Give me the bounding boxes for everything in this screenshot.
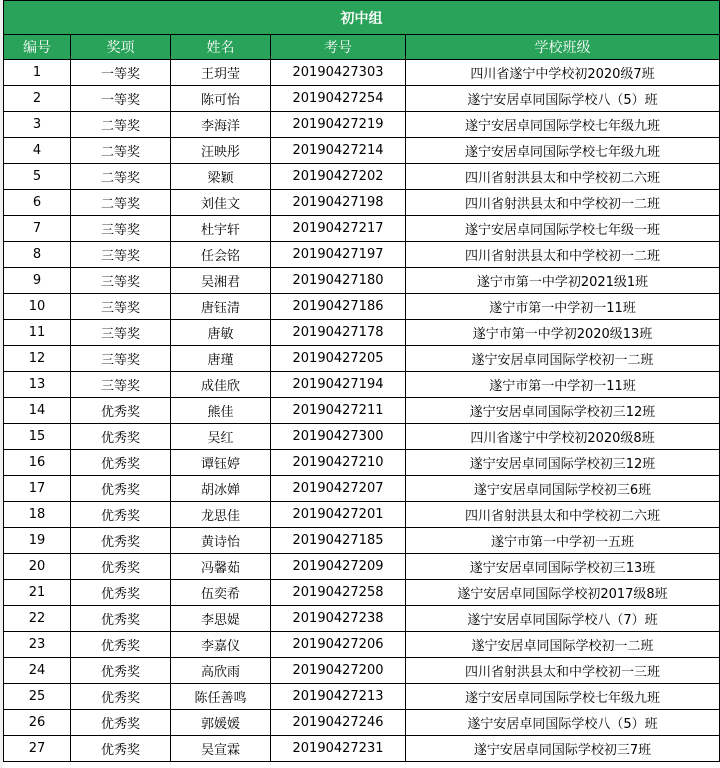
cell-name[interactable]: 黄诗怡 (171, 528, 271, 554)
cell-id[interactable]: 15 (4, 424, 71, 450)
cell-exam[interactable]: 20190427254 (271, 86, 406, 112)
cell-name[interactable]: 胡冰婵 (171, 476, 271, 502)
cell-school[interactable]: 遂宁市第一中学初一11班 (406, 294, 720, 320)
cell-award[interactable]: 优秀奖 (71, 450, 171, 476)
cell-exam[interactable]: 20190427185 (271, 528, 406, 554)
cell-id[interactable]: 6 (4, 190, 71, 216)
cell-award[interactable]: 优秀奖 (71, 606, 171, 632)
cell-award[interactable]: 优秀奖 (71, 502, 171, 528)
cell-id[interactable]: 11 (4, 320, 71, 346)
cell-id[interactable]: 4 (4, 138, 71, 164)
cell-id[interactable]: 21 (4, 580, 71, 606)
table-row[interactable] (4, 164, 720, 190)
cell-exam[interactable]: 20190427303 (271, 60, 406, 86)
cell-school[interactable]: 遂宁安居卓同国际学校初三12班 (406, 450, 720, 476)
table-row[interactable] (4, 684, 720, 710)
cell-name[interactable]: 冯馨茹 (171, 554, 271, 580)
cell-award[interactable]: 三等奖 (71, 320, 171, 346)
cell-exam[interactable]: 20190427214 (271, 138, 406, 164)
cell-school[interactable]: 遂宁安居卓同国际学校七年级九班 (406, 138, 720, 164)
table-row[interactable] (4, 86, 720, 112)
cell-name[interactable]: 陈可怡 (171, 86, 271, 112)
cell-name[interactable]: 唐钰清 (171, 294, 271, 320)
column-header-award: 奖项 (71, 35, 171, 60)
cell-award[interactable]: 优秀奖 (71, 554, 171, 580)
cell-name[interactable]: 成佳欣 (171, 372, 271, 398)
cell-exam[interactable]: 20190427238 (271, 606, 406, 632)
cell-id[interactable]: 20 (4, 554, 71, 580)
cell-id[interactable]: 14 (4, 398, 71, 424)
title-row (4, 1, 720, 35)
table-row[interactable] (4, 476, 720, 502)
cell-exam[interactable]: 20190427198 (271, 190, 406, 216)
cell-school[interactable]: 遂宁安居卓同国际学校初三12班 (406, 398, 720, 424)
cell-id[interactable]: 19 (4, 528, 71, 554)
cell-award[interactable]: 二等奖 (71, 112, 171, 138)
table-row[interactable] (4, 346, 720, 372)
cell-name[interactable]: 龙思佳 (171, 502, 271, 528)
cell-exam[interactable]: 20190427217 (271, 216, 406, 242)
cell-exam[interactable]: 20190427180 (271, 268, 406, 294)
cell-school[interactable]: 遂宁安居卓同国际学校八（5）班 (406, 710, 720, 736)
cell-id[interactable]: 9 (4, 268, 71, 294)
cell-id[interactable]: 26 (4, 710, 71, 736)
cell-name[interactable]: 李思媞 (171, 606, 271, 632)
column-header-exam-number: 考号 (271, 35, 406, 60)
cell-name[interactable]: 谭钰婷 (171, 450, 271, 476)
cell-school[interactable]: 四川省射洪县太和中学校初一二班 (406, 190, 720, 216)
cell-exam[interactable]: 20190427201 (271, 502, 406, 528)
cell-id[interactable]: 5 (4, 164, 71, 190)
cell-id[interactable]: 17 (4, 476, 71, 502)
cell-award[interactable]: 优秀奖 (71, 710, 171, 736)
table-row[interactable] (4, 138, 720, 164)
cell-exam[interactable]: 20190427231 (271, 736, 406, 762)
cell-name[interactable]: 李嘉仪 (171, 632, 271, 658)
cell-name[interactable]: 唐瑾 (171, 346, 271, 372)
cell-exam[interactable]: 20190427300 (271, 424, 406, 450)
cell-exam[interactable]: 20190427219 (271, 112, 406, 138)
cell-exam[interactable]: 20190427209 (271, 554, 406, 580)
cell-name[interactable]: 任会铭 (171, 242, 271, 268)
cell-name[interactable]: 汪映彤 (171, 138, 271, 164)
table-row[interactable] (4, 580, 720, 606)
cell-exam[interactable]: 20190427200 (271, 658, 406, 684)
table-row[interactable] (4, 658, 720, 684)
table-row[interactable] (4, 606, 720, 632)
column-header-name: 姓名 (171, 35, 271, 60)
cell-school[interactable]: 遂宁市第一中学初2021级1班 (406, 268, 720, 294)
cell-school[interactable]: 遂宁安居卓同国际学校初三7班 (406, 736, 720, 762)
cell-award[interactable]: 优秀奖 (71, 736, 171, 762)
cell-school[interactable]: 四川省射洪县太和中学校初二六班 (406, 502, 720, 528)
cell-name[interactable]: 吴红 (171, 424, 271, 450)
award-table (3, 0, 720, 762)
cell-id[interactable]: 2 (4, 86, 71, 112)
cell-id[interactable]: 27 (4, 736, 71, 762)
table-row[interactable] (4, 216, 720, 242)
cell-exam[interactable]: 20190427186 (271, 294, 406, 320)
table-row[interactable] (4, 450, 720, 476)
table-row[interactable] (4, 632, 720, 658)
table-title: 初中组 (4, 1, 720, 35)
cell-exam[interactable]: 20190427197 (271, 242, 406, 268)
cell-school[interactable]: 遂宁安居卓同国际学校七年级九班 (406, 684, 720, 710)
cell-school[interactable]: 遂宁安居卓同国际学校初2017级8班 (406, 580, 720, 606)
cell-id[interactable]: 24 (4, 658, 71, 684)
cell-exam[interactable]: 20190427202 (271, 164, 406, 190)
table-row[interactable] (4, 190, 720, 216)
cell-id[interactable]: 8 (4, 242, 71, 268)
cell-name[interactable]: 郭媛媛 (171, 710, 271, 736)
cell-school[interactable]: 遂宁安居卓同国际学校初一二班 (406, 632, 720, 658)
cell-school[interactable]: 四川省遂宁中学校初2020级8班 (406, 424, 720, 450)
table-row[interactable] (4, 424, 720, 450)
cell-award[interactable]: 一等奖 (71, 86, 171, 112)
table-row[interactable] (4, 372, 720, 398)
cell-id[interactable]: 10 (4, 294, 71, 320)
table-row[interactable] (4, 294, 720, 320)
cell-award[interactable]: 三等奖 (71, 242, 171, 268)
cell-id[interactable]: 16 (4, 450, 71, 476)
table-row[interactable] (4, 554, 720, 580)
table-row[interactable] (4, 528, 720, 554)
cell-school[interactable]: 遂宁市第一中学初一11班 (406, 372, 720, 398)
cell-exam[interactable]: 20190427194 (271, 372, 406, 398)
cell-school[interactable]: 遂宁安居卓同国际学校八（5）班 (406, 86, 720, 112)
cell-name[interactable]: 吴宣霖 (171, 736, 271, 762)
cell-id[interactable]: 7 (4, 216, 71, 242)
cell-name[interactable]: 刘佳文 (171, 190, 271, 216)
cell-exam[interactable]: 20190427207 (271, 476, 406, 502)
table-row[interactable] (4, 710, 720, 736)
cell-school[interactable]: 遂宁安居卓同国际学校初三13班 (406, 554, 720, 580)
cell-award[interactable]: 二等奖 (71, 164, 171, 190)
cell-name[interactable]: 伍奕希 (171, 580, 271, 606)
cell-award[interactable]: 优秀奖 (71, 580, 171, 606)
cell-name[interactable]: 梁颖 (171, 164, 271, 190)
cell-id[interactable]: 13 (4, 372, 71, 398)
table-row[interactable] (4, 268, 720, 294)
table-row[interactable] (4, 320, 720, 346)
cell-award[interactable]: 优秀奖 (71, 476, 171, 502)
cell-school[interactable]: 遂宁市第一中学初一五班 (406, 528, 720, 554)
table-row[interactable] (4, 502, 720, 528)
cell-award[interactable]: 优秀奖 (71, 658, 171, 684)
cell-school[interactable]: 四川省遂宁中学校初2020级7班 (406, 60, 720, 86)
cell-name[interactable]: 高欣雨 (171, 658, 271, 684)
table-row[interactable] (4, 398, 720, 424)
cell-id[interactable]: 12 (4, 346, 71, 372)
cell-exam[interactable]: 20190427205 (271, 346, 406, 372)
cell-exam[interactable]: 20190427246 (271, 710, 406, 736)
cell-id[interactable]: 1 (4, 60, 71, 86)
cell-school[interactable]: 四川省射洪县太和中学校初二六班 (406, 164, 720, 190)
cell-id[interactable]: 3 (4, 112, 71, 138)
cell-id[interactable]: 23 (4, 632, 71, 658)
cell-award[interactable]: 二等奖 (71, 190, 171, 216)
cell-id[interactable]: 18 (4, 502, 71, 528)
cell-school[interactable]: 四川省射洪县太和中学校初一三班 (406, 658, 720, 684)
cell-award[interactable]: 三等奖 (71, 346, 171, 372)
cell-award[interactable]: 优秀奖 (71, 632, 171, 658)
cell-award[interactable]: 二等奖 (71, 138, 171, 164)
cell-award[interactable]: 三等奖 (71, 216, 171, 242)
cell-name[interactable]: 王玥莹 (171, 60, 271, 86)
cell-exam[interactable]: 20190427258 (271, 580, 406, 606)
table-row[interactable] (4, 242, 720, 268)
column-header-school-class: 学校班级 (406, 35, 720, 60)
cell-award[interactable]: 优秀奖 (71, 528, 171, 554)
cell-name[interactable]: 陈任善鸣 (171, 684, 271, 710)
table-row[interactable] (4, 736, 720, 762)
cell-name[interactable]: 唐敏 (171, 320, 271, 346)
cell-name[interactable]: 杜宇轩 (171, 216, 271, 242)
cell-award[interactable]: 一等奖 (71, 60, 171, 86)
cell-id[interactable]: 25 (4, 684, 71, 710)
cell-name[interactable]: 吴湘君 (171, 268, 271, 294)
header-row (4, 35, 720, 60)
cell-award[interactable]: 优秀奖 (71, 424, 171, 450)
table-row[interactable] (4, 112, 720, 138)
cell-school[interactable]: 遂宁安居卓同国际学校七年级九班 (406, 112, 720, 138)
cell-exam[interactable]: 20190427206 (271, 632, 406, 658)
cell-award[interactable]: 三等奖 (71, 294, 171, 320)
table-row[interactable] (4, 60, 720, 86)
cell-school[interactable]: 遂宁市第一中学初2020级13班 (406, 320, 720, 346)
cell-school[interactable]: 四川省射洪县太和中学校初一二班 (406, 242, 720, 268)
cell-exam[interactable]: 20190427178 (271, 320, 406, 346)
cell-id[interactable]: 22 (4, 606, 71, 632)
column-header-id: 编号 (4, 35, 71, 60)
cell-award[interactable]: 优秀奖 (71, 684, 171, 710)
cell-exam[interactable]: 20190427211 (271, 398, 406, 424)
cell-exam[interactable]: 20190427213 (271, 684, 406, 710)
cell-award[interactable]: 三等奖 (71, 268, 171, 294)
cell-school[interactable]: 遂宁安居卓同国际学校八（7）班 (406, 606, 720, 632)
cell-name[interactable]: 熊佳 (171, 398, 271, 424)
cell-name[interactable]: 李海洋 (171, 112, 271, 138)
cell-school[interactable]: 遂宁安居卓同国际学校初三6班 (406, 476, 720, 502)
cell-award[interactable]: 三等奖 (71, 372, 171, 398)
cell-school[interactable]: 遂宁安居卓同国际学校初一二班 (406, 346, 720, 372)
cell-school[interactable]: 遂宁安居卓同国际学校七年级一班 (406, 216, 720, 242)
cell-exam[interactable]: 20190427210 (271, 450, 406, 476)
cell-award[interactable]: 优秀奖 (71, 398, 171, 424)
